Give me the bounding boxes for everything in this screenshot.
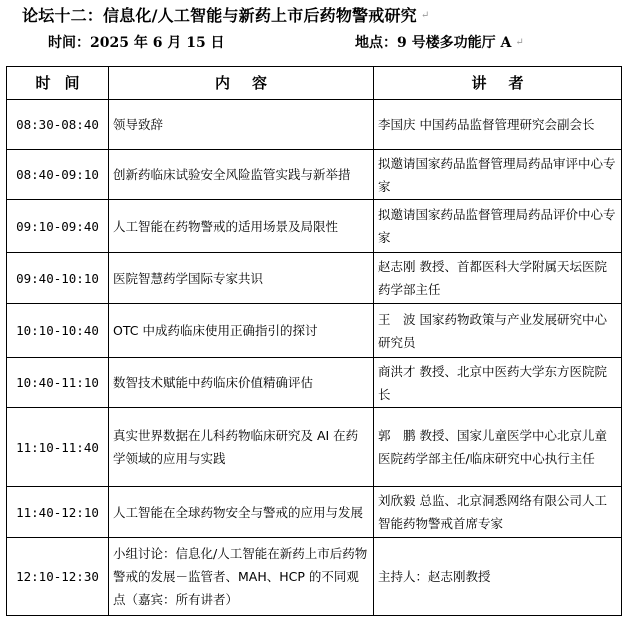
session-speaker: 王 波 国家药物政策与产业发展研究中心研究员 [374, 304, 622, 358]
table-row [7, 100, 622, 150]
session-topic: 医院智慧药学国际专家共识 [109, 253, 374, 304]
session-time: 08:30-08:40 [7, 100, 109, 150]
table-row [7, 408, 622, 487]
session-time: 12:10-12:30 [7, 538, 109, 616]
session-speaker: 拟邀请国家药品监督管理局药品审评中心专家 [374, 150, 622, 200]
paragraph-mark-icon: ↵ [420, 10, 430, 21]
session-time: 08:40-09:10 [7, 150, 109, 200]
session-speaker: 刘欣毅 总监、北京洞悉网络有限公司人工智能药物警戒首席专家 [374, 487, 622, 538]
table-row [7, 253, 622, 304]
forum-location: 地点：9 号楼多功能厅 A ↵ [355, 35, 524, 51]
forum-title: 论坛十二：信息化/人工智能与新药上市后药物警戒研究 ↵ [22, 6, 430, 25]
session-topic: 数智技术赋能中药临床价值精确评估 [109, 358, 374, 408]
header-speaker: 讲者 [374, 67, 622, 100]
session-time: 10:10-10:40 [7, 304, 109, 358]
paragraph-mark-icon: ↵ [515, 37, 524, 48]
session-topic: 人工智能在药物警戒的适用场景及局限性 [109, 200, 374, 253]
schedule-table [6, 66, 622, 616]
table-row [7, 538, 622, 616]
table-row [7, 304, 622, 358]
session-topic: 真实世界数据在儿科药物临床研究及 AI 在药学领域的应用与实践 [109, 408, 374, 487]
session-speaker: 郭 鹏 教授、国家儿童医学中心北京儿童医院药学部主任/临床研究中心执行主任 [374, 408, 622, 487]
session-topic: 创新药临床试验安全风险监管实践与新举措 [109, 150, 374, 200]
session-speaker: 商洪才 教授、北京中医药大学东方医院院长 [374, 358, 622, 408]
table-row [7, 200, 622, 253]
session-topic: 人工智能在全球药物安全与警戒的应用与发展 [109, 487, 374, 538]
session-time: 11:40-12:10 [7, 487, 109, 538]
session-topic: 领导致辞 [109, 100, 374, 150]
forum-time: 时间：2025 年 6 月 15 日 [48, 35, 225, 51]
table-header-row [7, 67, 622, 100]
session-topic: 小组讨论：信息化/人工智能在新药上市后药物警戒的发展－监管者、MAH、HCP 的不同观点（嘉宾：所有讲者） [109, 538, 374, 616]
session-time: 10:40-11:10 [7, 358, 109, 408]
session-speaker: 主持人：赵志刚教授 [374, 538, 622, 616]
table-row [7, 487, 622, 538]
session-speaker: 李国庆 中国药品监督管理研究会副会长 [374, 100, 622, 150]
header-content: 内容 [109, 67, 374, 100]
session-speaker: 拟邀请国家药品监督管理局药品评价中心专家 [374, 200, 622, 253]
table-row [7, 358, 622, 408]
table-row [7, 150, 622, 200]
session-topic: OTC 中成药临床使用正确指引的探讨 [109, 304, 374, 358]
session-time: 09:40-10:10 [7, 253, 109, 304]
session-speaker: 赵志刚 教授、首都医科大学附属天坛医院药学部主任 [374, 253, 622, 304]
session-time: 09:10-09:40 [7, 200, 109, 253]
session-time: 11:10-11:40 [7, 408, 109, 487]
header-time: 时间 [7, 67, 109, 100]
